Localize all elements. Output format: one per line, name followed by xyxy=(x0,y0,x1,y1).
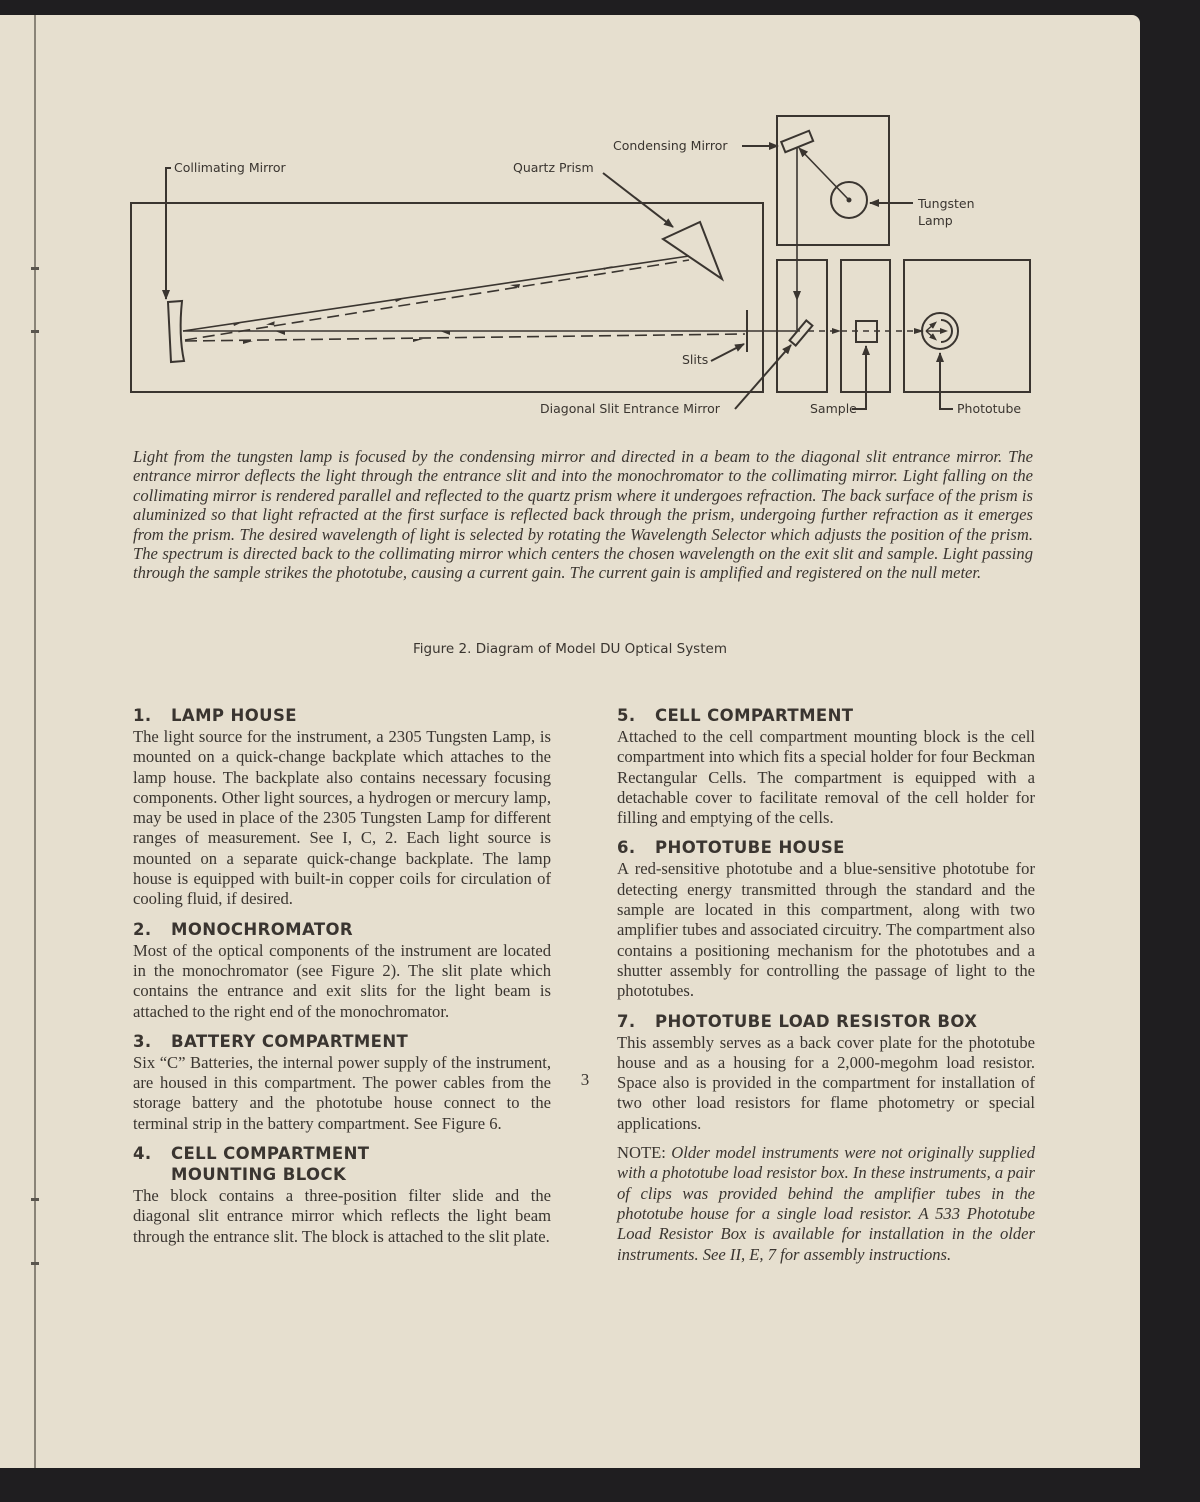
right-column xyxy=(617,705,1035,1281)
section-monochromator xyxy=(133,919,551,1022)
condensing-mirror-label: Condensing Mirror xyxy=(613,138,728,153)
note-label: NOTE: xyxy=(617,1143,666,1163)
note-text: Older model instruments were not originally supplied with a phototube load resistor box. In these instruments, a pair of clips was provided behind the amplifier tubes in the phototube house for a single load resistor. A 533 Phototube Load Resistor Box is available for installation in the older instruments. See II, E, 7 for assembly instructions. xyxy=(617,1143,1035,1264)
lamp-house-box xyxy=(777,116,889,245)
section-heading: 2. MONOCHROMATOR xyxy=(133,919,354,939)
section-body: Six “C” Batteries, the internal power supply of the instrument, are housed in this compartment. The power cables from the storage battery and the phototube house connect to the terminal strip in the battery compartment. See Figure 6. xyxy=(133,1052,551,1133)
diagonal-slit-entrance-mirror-label: Diagonal Slit Entrance Mirror xyxy=(540,401,720,416)
section-heading: 4. CELL COMPARTMENT MOUNTING BLOCK xyxy=(133,1144,370,1185)
phototube-label: Phototube xyxy=(957,401,1022,416)
sample-label: Sample xyxy=(810,401,857,416)
optical-system-diagram xyxy=(0,15,1140,445)
section-body: The block contains a three-position filter slide and the diagonal slit entrance mirror which reflects the light beam through the entrance slit. The block is attached to the slit plate. xyxy=(133,1186,551,1246)
tungsten-lamp-label-1: Tungsten xyxy=(918,196,975,211)
section-body: The light source for the instrument, a 2305 Tungsten Lamp, is mounted on a quick-change backplate which attaches to the lamp house. The backplate also contains necessary focusing components. Other light sources, a hydrogen or mercury lamp, may be used in place of the 2305 Tungsten Lamp for different ranges of measurement. See I, C, 2. Each light source is mounted on a separate quick-change backplate. The lamp house is equipped with built-in copper coils for circulation of cooling fluid, if desired. xyxy=(133,727,551,909)
binding-crease xyxy=(34,15,36,1468)
figure-caption: Light from the tungsten lamp is focused by the condensing mirror and directed in a beam to the diagonal slit entrance mirror. The entrance mirror deflects the light through the entrance slit and into the monochromator to the collimating mirror. Light falling on the collimating mirror is rendered parallel and reflected to the quartz prism where it undergoes refraction. The back surface of the prism is aluminized so that light refracted at the first surface is reflected back through the prism, undergoing further refraction as it emerges from the prism. The desired wavelength of light is selected by rotating the Wavelength Selector which adjusts the position of the prism. The spectrum is directed back to the collimating mirror which centers the chosen wavelength on the exit slit and sample. Light passing through the sample strikes the phototube, causing a current gain. The current gain is amplified and registered on the null meter. xyxy=(133,447,1033,583)
section-cell-compartment-mounting-block xyxy=(133,1143,551,1247)
section-heading: 7. PHOTOTUBE LOAD RESISTOR BOX xyxy=(617,1011,978,1031)
collimating-mirror-label: Collimating Mirror xyxy=(174,160,286,175)
section-body: Most of the optical components of the instrument are located in the monochromator (see Figure 2). The slit plate which contains the entrance and exit slits for the light beam is attached to the right end of the monochromator. xyxy=(133,940,551,1021)
section-body: Attached to the cell compartment mounting block is the cell compartment into which fits a special holder for four Beckman Rectangular Cells. The compartment is equipped with a detachable cover to facilitate removal of the cell holder for filling and emptying of the cells. xyxy=(617,727,1035,828)
section-heading: 6. PHOTOTUBE HOUSE xyxy=(617,838,845,858)
section-body: This assembly serves as a back cover plate for the phototube house and as a housing for a 2,000-megohm load resistor. Space also is provided in the compartment for installation of two other load resistors for flame photometry or special applications. xyxy=(617,1032,1035,1133)
collimating-mirror-leader xyxy=(166,168,171,299)
section-lamp-house xyxy=(133,705,551,910)
section-phototube-house xyxy=(617,837,1035,1001)
section-heading: 3. BATTERY COMPARTMENT xyxy=(133,1031,409,1051)
binding-stitch xyxy=(31,267,39,270)
note xyxy=(617,1143,1035,1265)
section-body: A red-sensitive phototube and a blue-sensitive phototube for detecting energy transmitted through the standard and the sample are located in this compartment, along with two amplifier tubes and associated circuitry. The compartment also contains a positioning mechanism for the phototubes and a shutter assembly for controlling the passage of light to the phototubes. xyxy=(617,859,1035,1001)
section-heading: 1. LAMP HOUSE xyxy=(133,706,297,725)
diagonal-slit-entrance-mirror xyxy=(790,320,813,345)
quartz-prism-label: Quartz Prism xyxy=(513,160,594,175)
binding-stitch xyxy=(31,330,39,333)
tungsten-lamp-label-2: Lamp xyxy=(918,213,953,228)
quartz-prism xyxy=(663,222,722,279)
left-column xyxy=(133,705,551,1256)
slits-label: Slits xyxy=(682,352,709,367)
section-heading: 5. CELL COMPARTMENT xyxy=(617,706,854,725)
binding-stitch xyxy=(31,1198,39,1201)
page-number: 3 xyxy=(580,1070,590,1089)
binding-stitch xyxy=(31,1262,39,1265)
monochromator-box xyxy=(131,203,763,392)
section-cell-compartment xyxy=(617,705,1035,828)
collimating-mirror xyxy=(168,301,184,362)
figure-title: Figure 2. Diagram of Model DU Optical System xyxy=(413,641,727,657)
document-page xyxy=(0,15,1140,1468)
